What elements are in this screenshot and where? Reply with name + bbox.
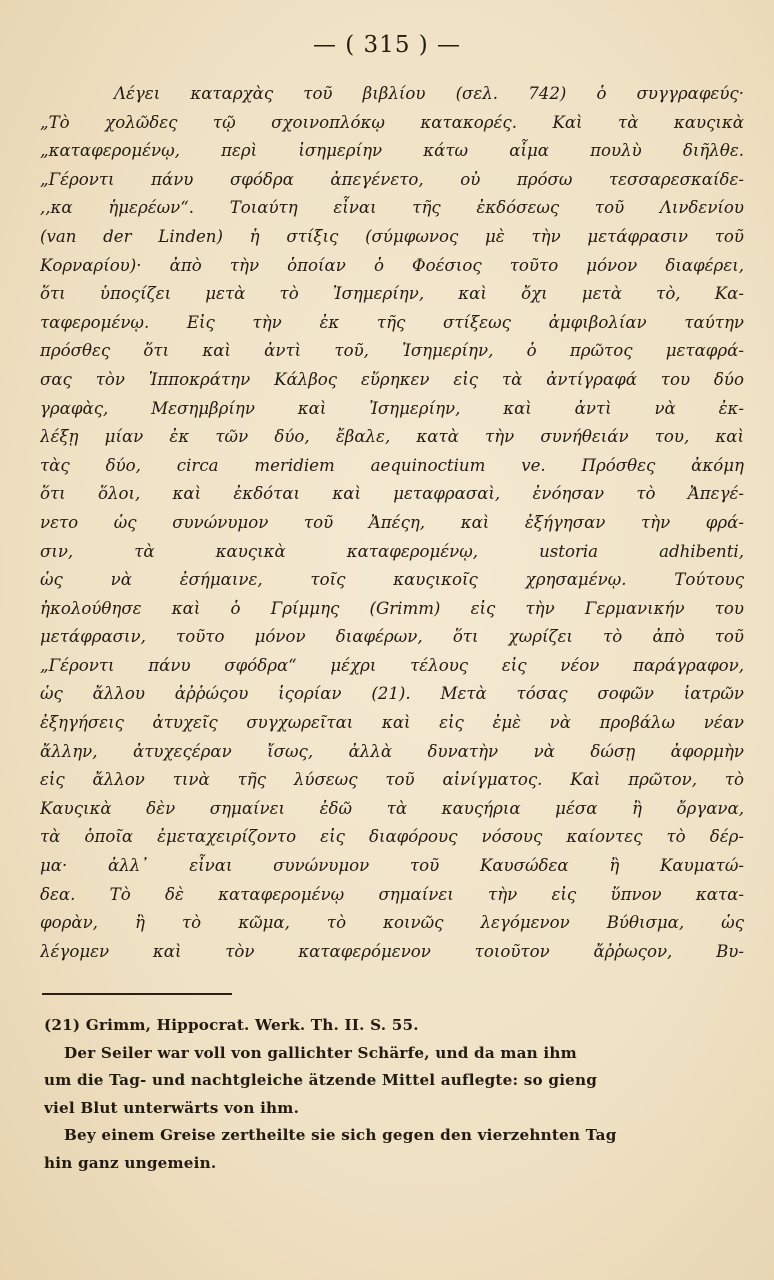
footnotes-block — [44, 1012, 734, 1177]
text-line: ἠκολούθησε καὶ ὁ Γρίμμης (Grimm) εἰς τὴν Γερμανικήν του — [40, 598, 744, 618]
text-line: Λέγει καταρχὰς τοῦ βιβλίου (σελ. 742) ὁ συγγραφεύς· — [114, 84, 744, 103]
footnote-line: Bey einem Greise zertheilte sie sich gegen den vierzehnten Tag — [64, 1126, 617, 1144]
main-text-block — [40, 80, 744, 966]
text-line: „Τὸ χολῶδες τῷ σχοινοπλόκῳ κατακορές. Καὶ τὰ καυςικὰ — [40, 112, 744, 132]
text-line: ὅτι ὑποςίζει μετὰ τὸ Ἰσημερίην, καὶ ὄχι μετὰ τὸ, Κα- — [40, 284, 744, 304]
text-line: λέξῃ μίαν ἐκ τῶν δύο, ἔβαλε, κατὰ τὴν συνήθειάν του, καὶ — [40, 427, 744, 447]
text-line: ὅτι ὅλοι, καὶ ἐκδόται καὶ μεταφρασαὶ, ἐνόησαν τὸ Ἀπεγέ- — [40, 484, 744, 504]
text-line: „Γέροντι πάνυ σφόδρα ἀπεγένετο, οὐ πρόσω τεσσαρεσκαίδε- — [40, 169, 744, 189]
text-line: ὡς ἄλλου ἀῤῥώςου ἱςορίαν (21). Μετὰ τόσας σοφῶν ἰατρῶν — [40, 684, 744, 704]
text-line: „Γέροντι πάνυ σφόδρα“ μέχρι τέλους εἰς νέον παράγραφον, — [40, 655, 744, 675]
footnote-divider — [42, 993, 232, 995]
text-line: „καταφερομένῳ, περὶ ἰσημερίην κάτω αἷμα πουλὺ διῆλθε. — [40, 141, 744, 161]
text-line: τὰς δύο, circa meridiem aequinoctium ve. Πρόσθες ἀκόμη — [40, 455, 744, 475]
text-line: λέγομεν καὶ τὸν καταφερόμενον τοιοῦτον ἄῤῥωςον, Βυ- — [40, 941, 744, 961]
text-line: σας τὸν Ἱπποκράτην Κάλβος εὕρηκεν εἰς τὰ ἀντίγραφά του δύο — [40, 369, 744, 389]
page-number: — ( 315 ) — — [312, 32, 462, 58]
footnote-line: um die Tag- und nachtgleiche ätzende Mittel auflegte: so gieng — [44, 1071, 598, 1089]
text-line: μετάφρασιν, τοῦτο μόνον διαφέρων, ὅτι χωρίζει τὸ ἀπὸ τοῦ — [40, 627, 744, 647]
footnote-line: Der Seiler war voll von gallichter Schärfe, und da man ihm — [64, 1043, 577, 1062]
text-line: γραφὰς, Μεσημβρίην καὶ Ἰσημερίην, καὶ ἀντὶ νὰ ἐκ- — [40, 398, 744, 418]
text-line: ἐξηγήσεις ἀτυχεῖς συγχωρεῖται καὶ εἰς ἐμὲ νὰ προβάλω νέαν — [40, 713, 744, 733]
text-line: φορὰν, ἢ τὸ κῶμα, τὸ κοινῶς λεγόμενον Βύθισμα, ὡς — [40, 913, 744, 933]
text-line: μα· ἀλλ᾽ εἶναι συνώνυμον τοῦ Καυσώδεα ἢ Καυματώ- — [40, 856, 744, 876]
text-line: δεα. Τὸ δὲ καταφερομένῳ σημαίνει τὴν εἰς ὕπνον κατα- — [40, 884, 744, 904]
text-line: σιν, τὰ καυςικὰ καταφερομένῳ, ustoria adhibenti, — [40, 541, 744, 561]
footnote-reference: (21) Grimm, Hippocrat. Werk. Th. II. S. 55. — [44, 1016, 419, 1034]
footnote-line: hin ganz ungemein. — [44, 1153, 217, 1172]
text-line: Κορναρίου)· ἀπὸ τὴν ὁποίαν ὁ Φοέσιος τοῦτο μόνον διαφέρει, — [40, 255, 744, 275]
text-line: ταφερομένῳ. Εἰς τὴν ἐκ τῆς στίξεως ἀμφιβολίαν ταύτην — [40, 312, 744, 332]
text-line: Καυςικὰ δὲν σημαίνει ἐδῶ τὰ καυςήρια μέσα ἢ ὄργανα, — [40, 798, 744, 818]
text-line: εἰς ἄλλον τινὰ τῆς λύσεως τοῦ αἰνίγματος. Καὶ πρῶτον, τὸ — [40, 770, 744, 790]
text-line: (van der Linden) ἡ στίξις (σύμφωνος μὲ τὴν μετάφρασιν τοῦ — [40, 226, 744, 246]
text-line: τὰ ὁποῖα ἐμεταχειρίζοντο εἰς διαφόρους νόσους καίοντες τὸ δέρ- — [40, 827, 744, 847]
text-line: ,,κα ἡμερέων“. Τοιαύτη εἶναι τῆς ἐκδόσεως τοῦ Λινδενίου — [40, 198, 744, 218]
text-line: πρόσθες ὅτι καὶ ἀντὶ τοῦ, Ἰσημερίην, ὁ πρῶτος μεταφρά- — [40, 341, 744, 361]
text-line: νετο ὡς συνώνυμον τοῦ Ἀπέςη, καὶ ἐξήγησαν τὴν φρά- — [40, 512, 744, 532]
text-line: ἄλλην, ἀτυχεςέραν ἴσως, ἀλλὰ δυνατὴν νὰ δώσῃ ἀφορμὴν — [40, 741, 744, 761]
footnote-line: viel Blut unterwärts von ihm. — [44, 1098, 300, 1117]
text-line: ὡς νὰ ἐσήμαινε, τοῖς καυςικοῖς χρησαμένῳ. Τούτους — [40, 570, 744, 590]
